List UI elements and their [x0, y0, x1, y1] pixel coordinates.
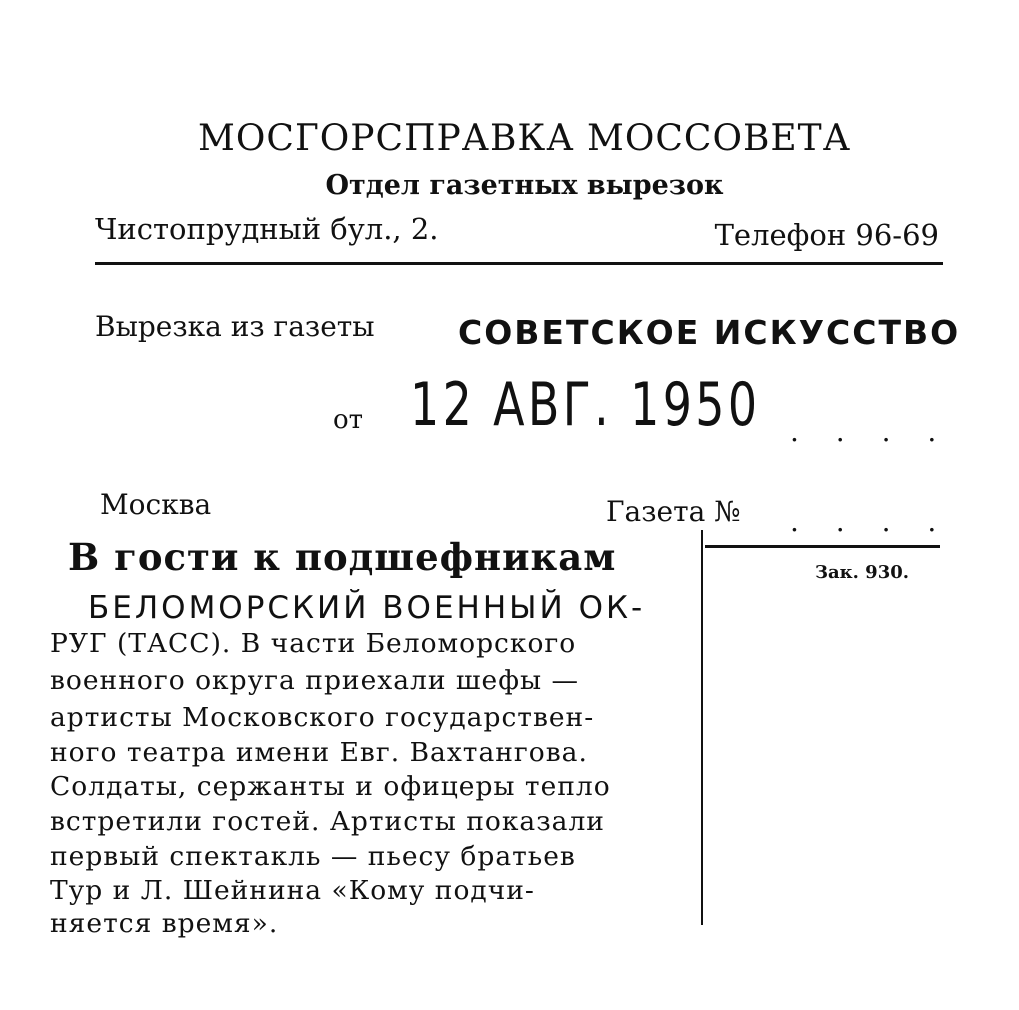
order-rule [705, 545, 940, 548]
article-line: Тур и Л. Шейнина «Кому подчи- [50, 875, 535, 906]
organization-title: МОСГОРСПРАВКА МОССОВЕТА [198, 118, 851, 159]
order-number: Зак. 930. [815, 562, 910, 583]
city: Москва [100, 488, 212, 521]
header-divider [95, 262, 943, 265]
column-divider [701, 530, 703, 925]
article-line: встретили гостей. Артисты показали [50, 806, 605, 837]
article-line: Солдаты, сержанты и офицеры тепло [50, 771, 611, 802]
issue-dots: . . . . [790, 505, 951, 538]
issue-number-label: Газета № [606, 495, 741, 528]
clipping-source-label: Вырезка из газеты [95, 310, 375, 343]
date-prefix: от [333, 405, 364, 435]
article-headline: В гости к подшефникам [68, 535, 617, 579]
article-lead: БЕЛОМОРСКИЙ ВОЕННЫЙ ОК- [88, 590, 646, 626]
department-subtitle: Отдел газетных вырезок [325, 170, 724, 201]
phone-number: Телефон 96-69 [714, 218, 939, 252]
article-line: военного округа приехали шефы — [50, 665, 579, 696]
article-line: няется время». [50, 908, 279, 939]
article-line: РУГ (ТАСС). В части Беломорского [50, 628, 577, 659]
article-line: первый спектакль — пьесу братьев [50, 841, 576, 872]
date-dots: . . . . [790, 415, 951, 448]
article-line: ного театра имени Евг. Вахтангова. [50, 737, 588, 768]
address: Чистопрудный бул., 2. [95, 212, 439, 246]
date-stamp: 12 АВГ. 1950 [410, 370, 761, 440]
newspaper-name: СОВЕТСКОЕ ИСКУССТВО [458, 313, 961, 352]
article-line: артисты Московского государствен- [50, 702, 595, 733]
